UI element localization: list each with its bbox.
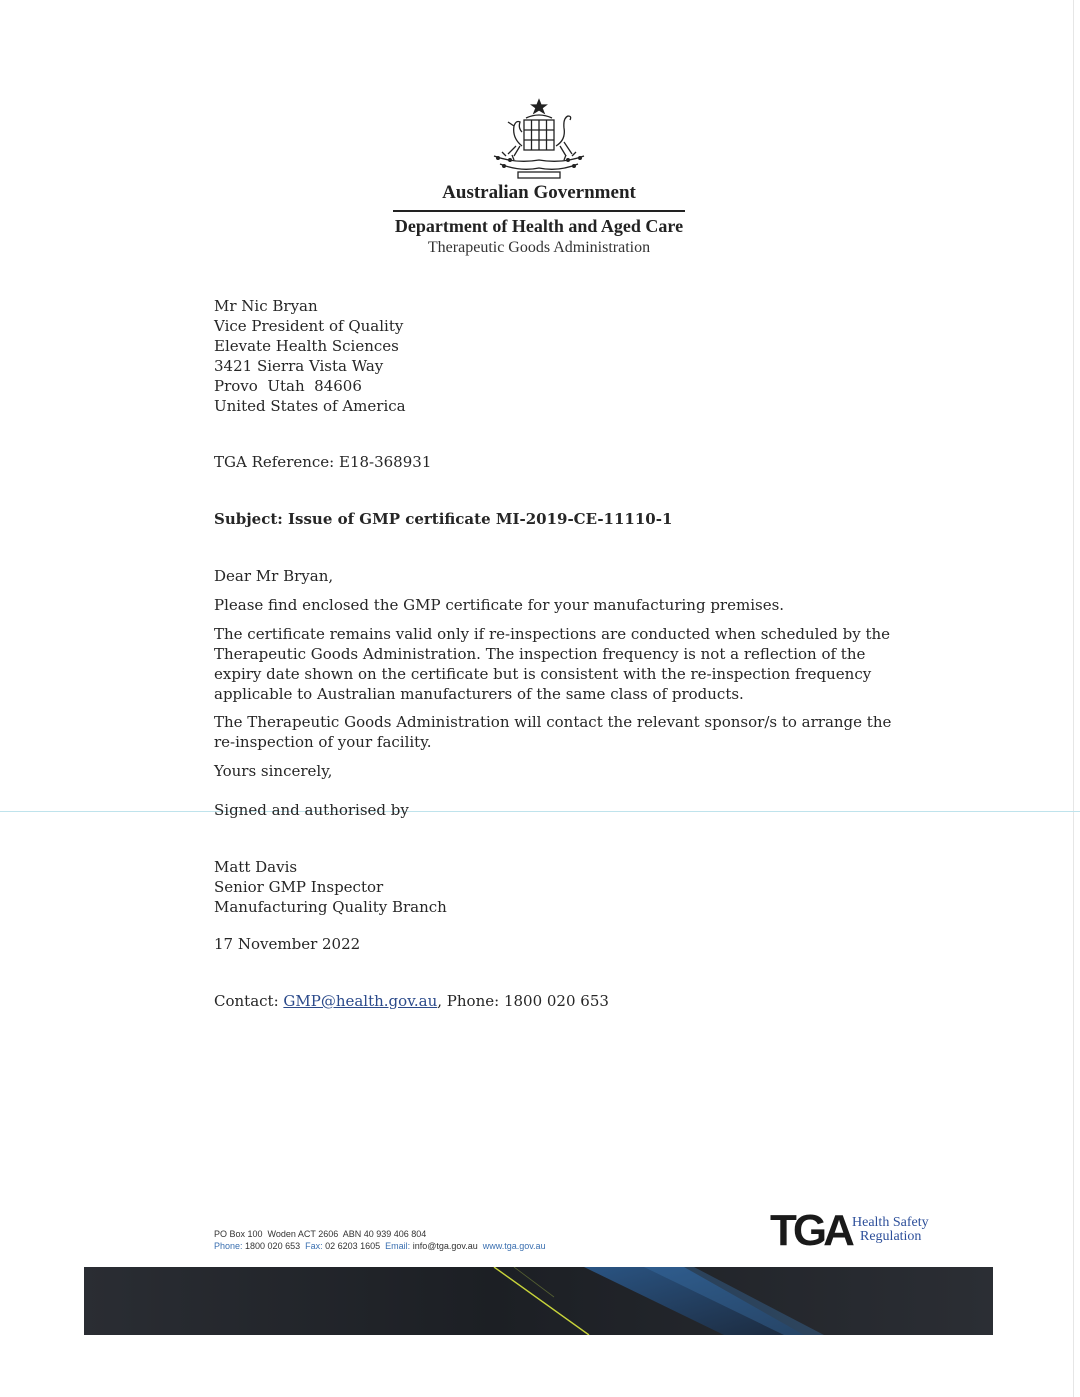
footer-postal: PO Box 100 Woden ACT 2606 ABN 40 939 406 804 bbox=[214, 1229, 427, 1239]
signatory-name: Matt Davis bbox=[214, 858, 298, 876]
letter-date: 17 November 2022 bbox=[214, 935, 361, 953]
paragraph-line: applicable to Australian manufacturers of the same class of products. bbox=[214, 685, 744, 703]
signed-by: Signed and authorised by bbox=[214, 801, 409, 819]
footer-phone: 1800 020 653 bbox=[242, 1241, 306, 1251]
signatory-branch: Manufacturing Quality Branch bbox=[214, 898, 447, 916]
tga-logo bbox=[770, 1206, 945, 1256]
recipient-address bbox=[214, 296, 406, 416]
footer-fax-label: Fax: bbox=[305, 1241, 323, 1251]
page-edge bbox=[1073, 0, 1074, 1397]
closing: Yours sincerely, bbox=[214, 762, 333, 780]
agency-title: Therapeutic Goods Administration bbox=[427, 239, 651, 256]
contact-prefix: Contact: bbox=[214, 992, 284, 1010]
paragraph-line: re-inspection of your facility. bbox=[214, 733, 432, 751]
paragraph-line: Please find enclosed the GMP certificate for your manufacturing premises. bbox=[214, 596, 785, 614]
contact-phone: , Phone: 1800 020 653 bbox=[437, 992, 609, 1010]
address-line: 3421 Sierra Vista Way bbox=[214, 357, 384, 375]
tga-reference: TGA Reference: E18-368931 bbox=[214, 453, 432, 471]
footer-address-block bbox=[214, 1228, 546, 1252]
address-line: United States of America bbox=[214, 397, 406, 415]
salutation: Dear Mr Bryan, bbox=[214, 567, 334, 585]
footer-email-label: Email: bbox=[385, 1241, 411, 1251]
paragraph-line: The certificate remains valid only if re-inspections are conducted when scheduled by the bbox=[214, 625, 891, 643]
scan-fold-line bbox=[0, 811, 1080, 812]
government-title: Australian Government bbox=[442, 182, 636, 203]
footer-contact-details bbox=[214, 1240, 546, 1252]
paragraph-enclosed bbox=[214, 595, 784, 615]
header-divider bbox=[393, 210, 685, 212]
subject-line: Subject: Issue of GMP certificate MI-2019-CE-11110-1 bbox=[214, 510, 673, 528]
tga-logo-tagline bbox=[852, 1216, 929, 1244]
tagline-line-2: Regulation bbox=[860, 1229, 922, 1244]
address-line: Mr Nic Bryan bbox=[214, 297, 318, 315]
footer-web-link[interactable]: www.tga.gov.au bbox=[482, 1241, 546, 1251]
address-line: Elevate Health Sciences bbox=[214, 337, 399, 355]
footer-fax: 02 6203 1605 bbox=[322, 1241, 386, 1251]
contact-email-link[interactable]: GMP@health.gov.au bbox=[283, 992, 438, 1010]
paragraph-line: expiry date shown on the certificate but is consistent with the re-inspection frequency bbox=[214, 665, 872, 683]
footer-banner bbox=[84, 1267, 993, 1335]
footer-phone-label: Phone: bbox=[214, 1241, 243, 1251]
signatory-block bbox=[214, 857, 447, 917]
address-line: Vice President of Quality bbox=[214, 317, 404, 335]
tga-logo-letters: TGA bbox=[770, 1206, 851, 1255]
paragraph-validity bbox=[214, 624, 890, 704]
paragraph-contact-sponsor bbox=[214, 712, 891, 752]
footer-email[interactable]: info@tga.gov.au bbox=[410, 1241, 483, 1251]
tagline-line-1: Health Safety bbox=[852, 1215, 929, 1230]
address-line: Provo Utah 84606 bbox=[214, 377, 362, 395]
paragraph-line: Therapeutic Goods Administration. The inspection frequency is not a reflection of the bbox=[214, 645, 866, 663]
paragraph-line: The Therapeutic Goods Administration will contact the relevant sponsor/s to arrange the bbox=[214, 713, 892, 731]
signatory-title: Senior GMP Inspector bbox=[214, 878, 384, 896]
contact-line bbox=[214, 991, 609, 1011]
department-title: Department of Health and Aged Care bbox=[394, 216, 684, 236]
coat-of-arms-icon bbox=[486, 98, 592, 184]
